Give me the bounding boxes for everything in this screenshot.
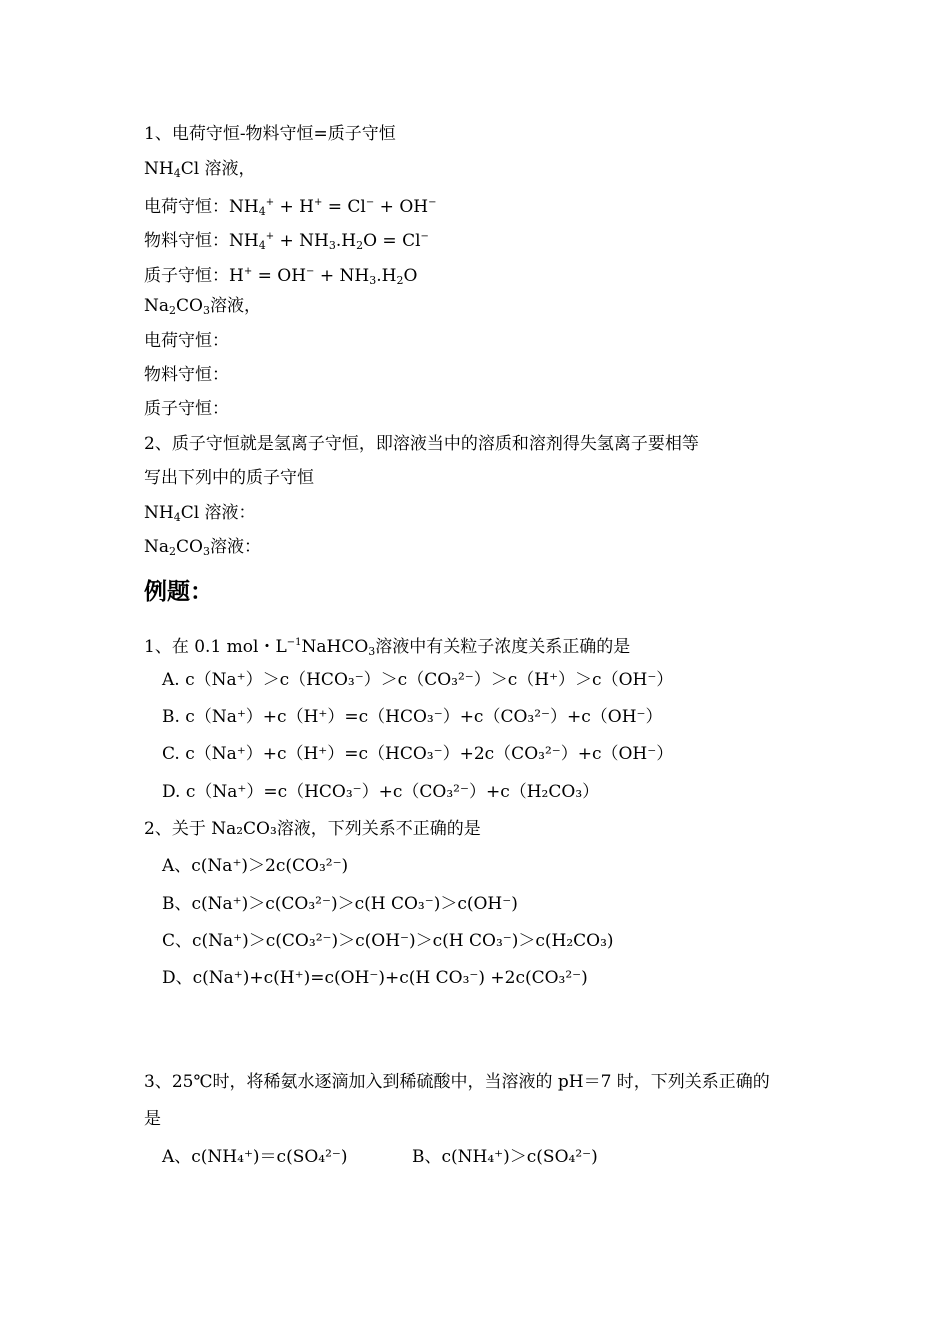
question-2-option-d: D、c(Na⁺)+c(H⁺)=c(OH⁻)+c(H CO₃⁻) +2c(CO₃²⁻) [162, 968, 588, 988]
na2co3-solution-label: $Na_2CO_3$溶液， [144, 296, 261, 317]
question-2-option-c: C、c(Na⁺)＞c(CO₃²⁻)＞c(OH⁻)＞c(H CO₃⁻)＞c(H₂CO₃) [162, 931, 614, 951]
question-3-stem: 3、25℃时，将稀氨水逐滴加入到稀硫酸中，当溶液的 pH＝7 时，下列关系正确的 [144, 1072, 770, 1092]
nh4cl-solution-exercise: $NH_4Cl$ 溶液： [144, 503, 256, 524]
proton-conservation-na2co3: 质子守恒： [144, 399, 229, 419]
examples-heading: 例题： [144, 579, 213, 605]
question-1-stem: 1、在 0.1 mol・$L^{-1}NaHCO_3$溶液中有关粒子浓度关系正确的是 [144, 637, 631, 658]
question-3-option-a: A、c(NH₄⁺)＝c(SO₄²⁻) [162, 1147, 348, 1167]
na2co3-solution-exercise: $Na_2CO_3$溶液： [144, 537, 261, 558]
intro-line-1: 1、电荷守恒-物料守恒=质子守恒 [144, 124, 396, 144]
question-3-option-b: B、c(NH₄⁺)＞c(SO₄²⁻) [412, 1147, 598, 1167]
question-1-option-d: D. c（Na⁺）=c（HCO₃⁻）+c（CO₃²⁻）+c（H₂CO₃） [162, 782, 600, 802]
nh4cl-solution-label: $NH_4Cl$ 溶液， [144, 159, 256, 180]
question-1-option-b: B. c（Na⁺）+c（H⁺）=c（HCO₃⁻）+c（CO₃²⁻）+c（OH⁻） [162, 707, 663, 727]
question-2-stem: 2、关于 Na₂CO₃溶液，下列关系不正确的是 [144, 819, 481, 839]
proton-conservation-nh4cl: 质子守恒：$H^+ = OH^- + NH_3.H_2O$ [144, 266, 418, 287]
question-3-stem-continued: 是 [144, 1109, 161, 1129]
charge-conservation-nh4cl: 电荷守恒：$NH_4^+ + H^+ = Cl^- + OH^-$ [144, 197, 437, 218]
question-2-option-a: A、c(Na⁺)＞2c(CO₃²⁻) [162, 856, 349, 876]
question-2-option-b: B、c(Na⁺)＞c(CO₃²⁻)＞c(H CO₃⁻)＞c(OH⁻) [162, 894, 518, 914]
charge-conservation-na2co3: 电荷守恒： [144, 331, 229, 351]
material-conservation-na2co3: 物料守恒： [144, 365, 229, 385]
question-1-option-a: A. c（Na⁺）＞c（HCO₃⁻）＞c（CO₃²⁻）＞c（H⁺）＞c（OH⁻） [162, 670, 674, 690]
intro-line-2: 2、质子守恒就是氢离子守恒，即溶液当中的溶质和溶剂得失氢离子要相等 [144, 434, 699, 454]
intro-line-3: 写出下列中的质子守恒 [144, 468, 314, 488]
question-1-option-c: C. c（Na⁺）+c（H⁺）=c（HCO₃⁻）+2c（CO₃²⁻）+c（OH⁻） [162, 744, 674, 764]
material-conservation-nh4cl: 物料守恒：$NH_4^+ + NH_3.H_2O = Cl^-$ [144, 231, 429, 252]
